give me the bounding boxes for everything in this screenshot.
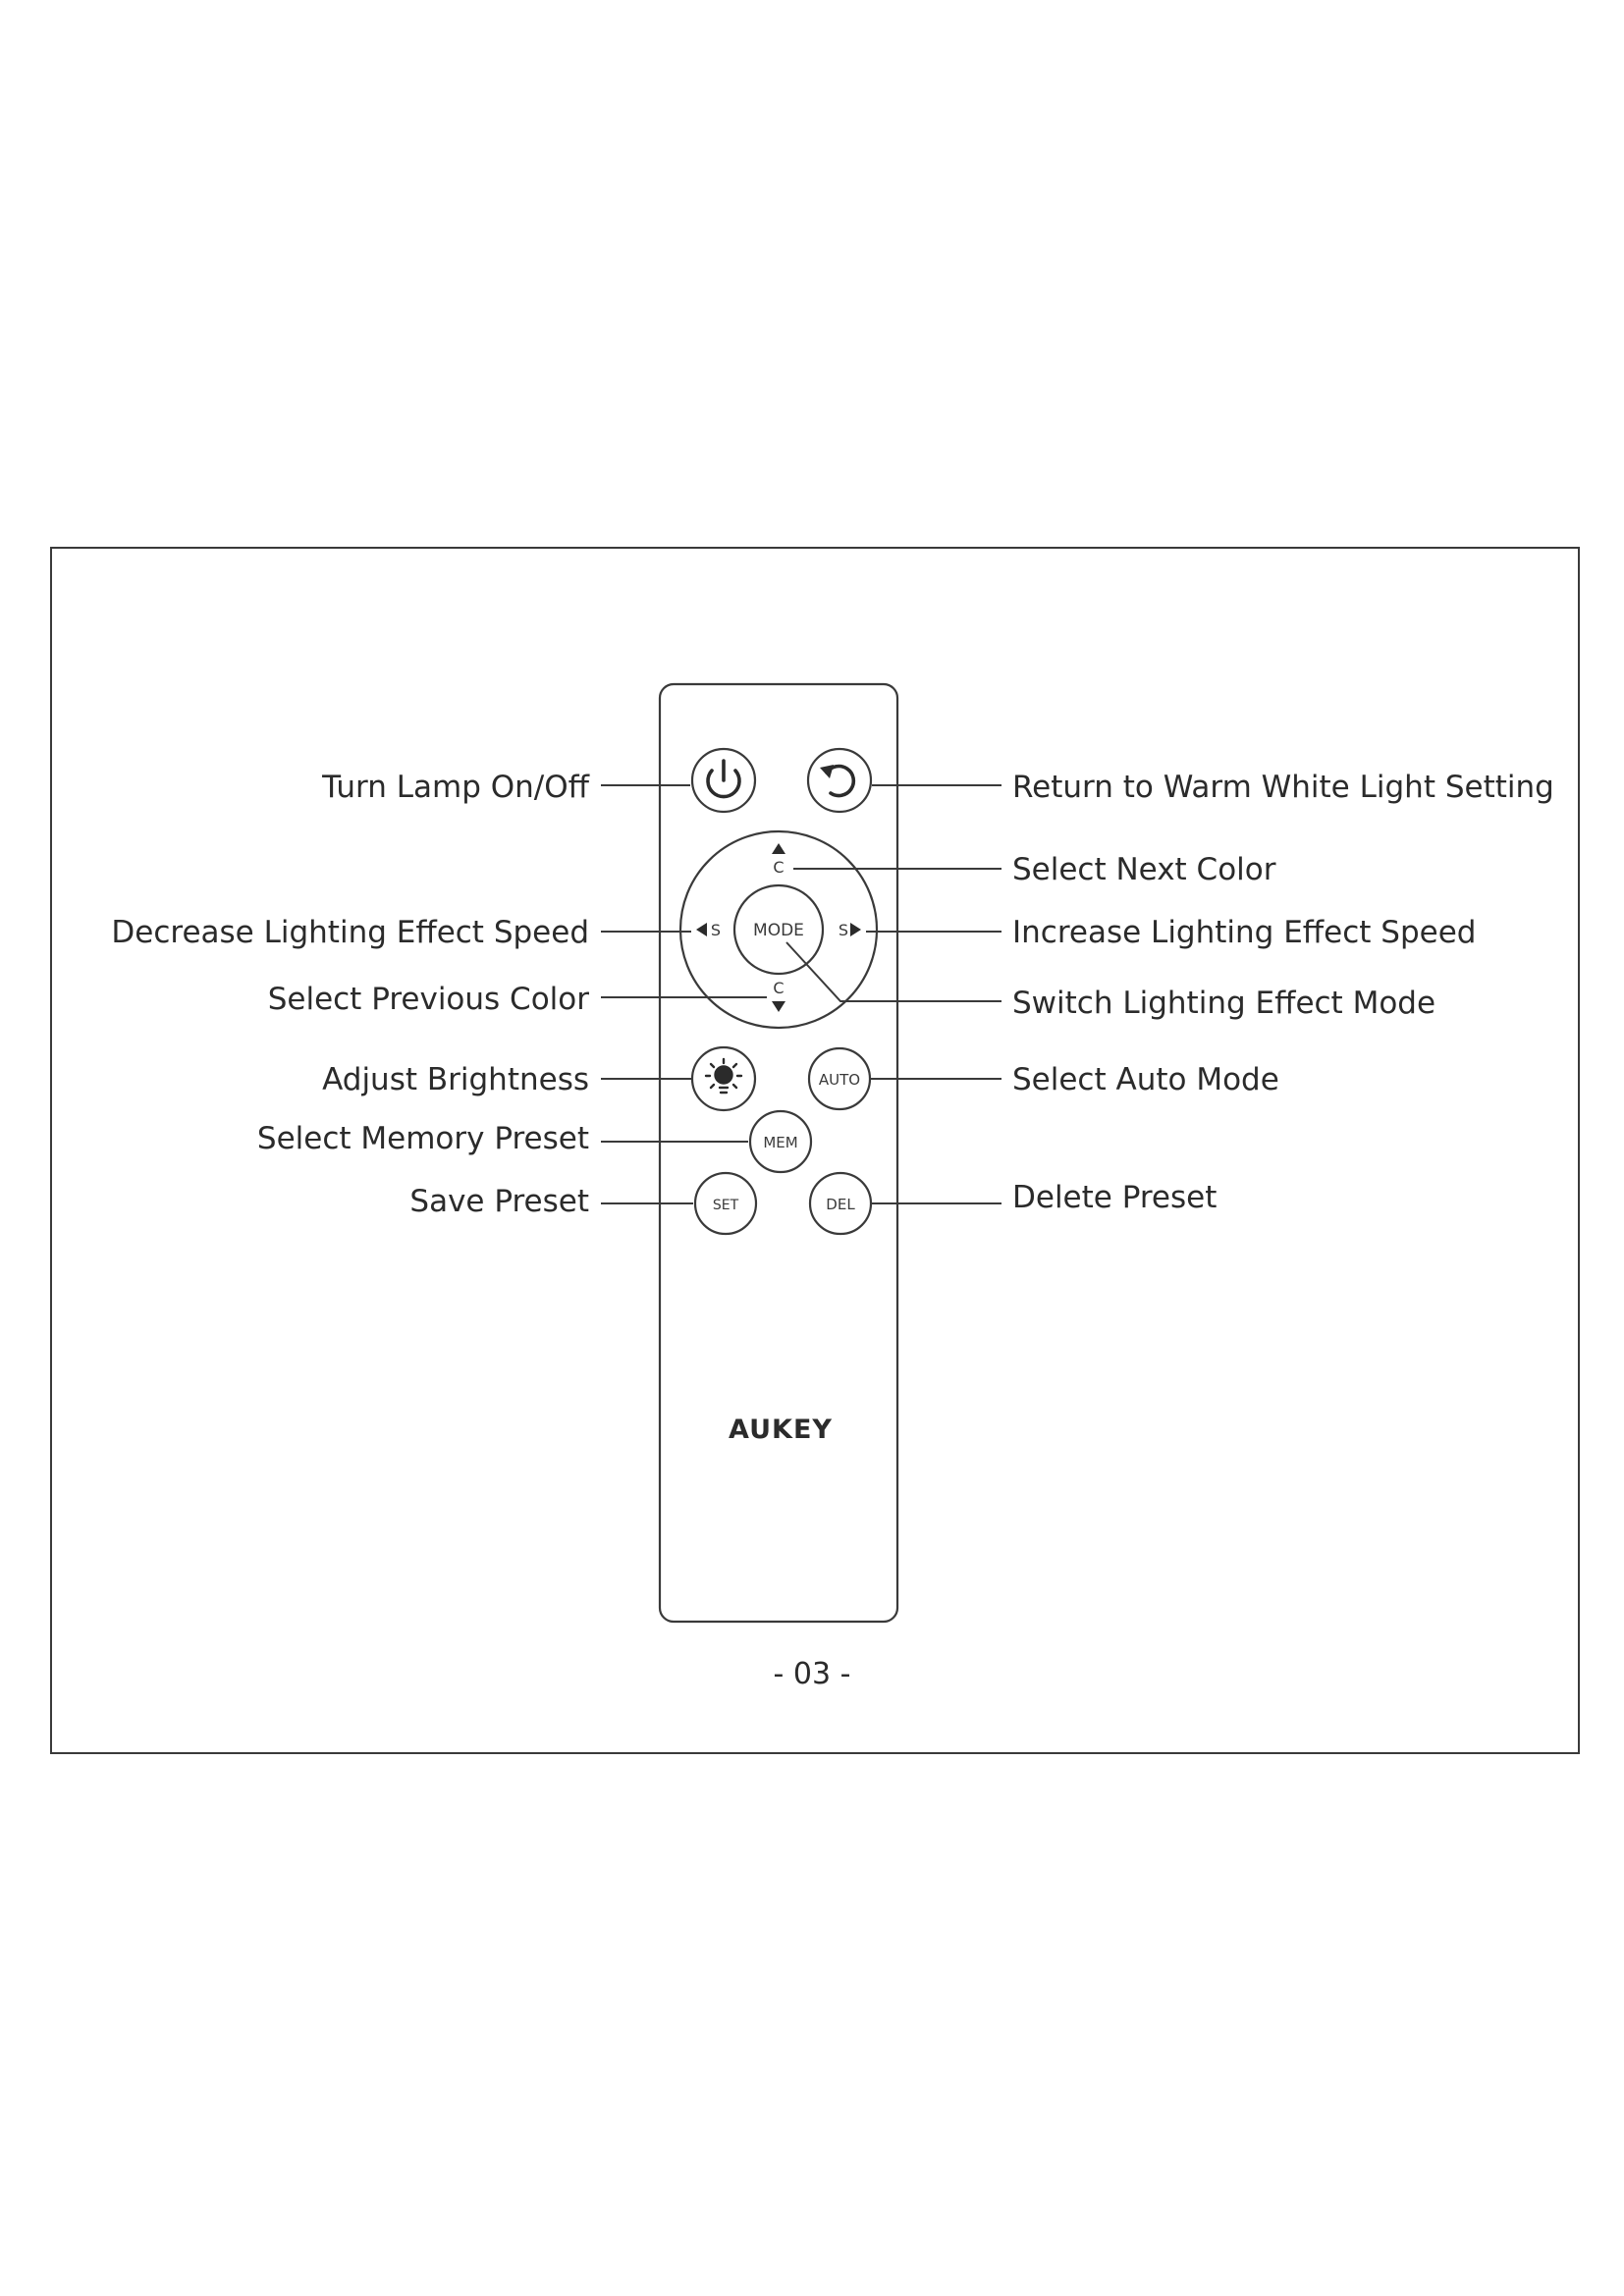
label-return-warm: Return to Warm White Light Setting	[1012, 770, 1554, 805]
brightness-button[interactable]	[692, 1047, 755, 1110]
mem-button-label: MEM	[763, 1134, 798, 1151]
ring-left-label: S	[710, 921, 722, 939]
label-save: Save Preset	[409, 1184, 589, 1219]
set-button[interactable]	[695, 1173, 756, 1234]
label-switch-mode: Switch Lighting Effect Mode	[1012, 986, 1436, 1021]
mode-button-label: MODE	[753, 921, 804, 940]
label-delete: Delete Preset	[1012, 1180, 1218, 1215]
mode-button[interactable]	[734, 885, 823, 974]
label-power: Turn Lamp On/Off	[322, 770, 589, 805]
mem-button[interactable]	[750, 1111, 811, 1172]
ring-top-label: C	[773, 858, 785, 877]
return-button[interactable]	[808, 749, 871, 812]
label-increase-speed: Increase Lighting Effect Speed	[1012, 915, 1477, 950]
label-next-color: Select Next Color	[1012, 852, 1276, 887]
power-button[interactable]	[692, 749, 755, 812]
del-button-label: DEL	[826, 1196, 855, 1213]
auto-button[interactable]	[809, 1048, 870, 1109]
brand-logo-text: AUKEY	[729, 1415, 833, 1445]
del-button[interactable]	[810, 1173, 871, 1234]
ring-right-label: S	[838, 921, 849, 939]
set-button-label: SET	[712, 1198, 739, 1213]
page-number: - 03 -	[773, 1657, 851, 1691]
ring-bottom-label: C	[773, 979, 785, 997]
label-decrease-speed: Decrease Lighting Effect Speed	[111, 915, 589, 950]
label-auto-mode: Select Auto Mode	[1012, 1062, 1279, 1097]
auto-button-label: AUTO	[818, 1071, 861, 1089]
label-previous-color: Select Previous Color	[267, 982, 589, 1017]
label-memory: Select Memory Preset	[256, 1121, 589, 1156]
label-brightness: Adjust Brightness	[322, 1062, 589, 1097]
